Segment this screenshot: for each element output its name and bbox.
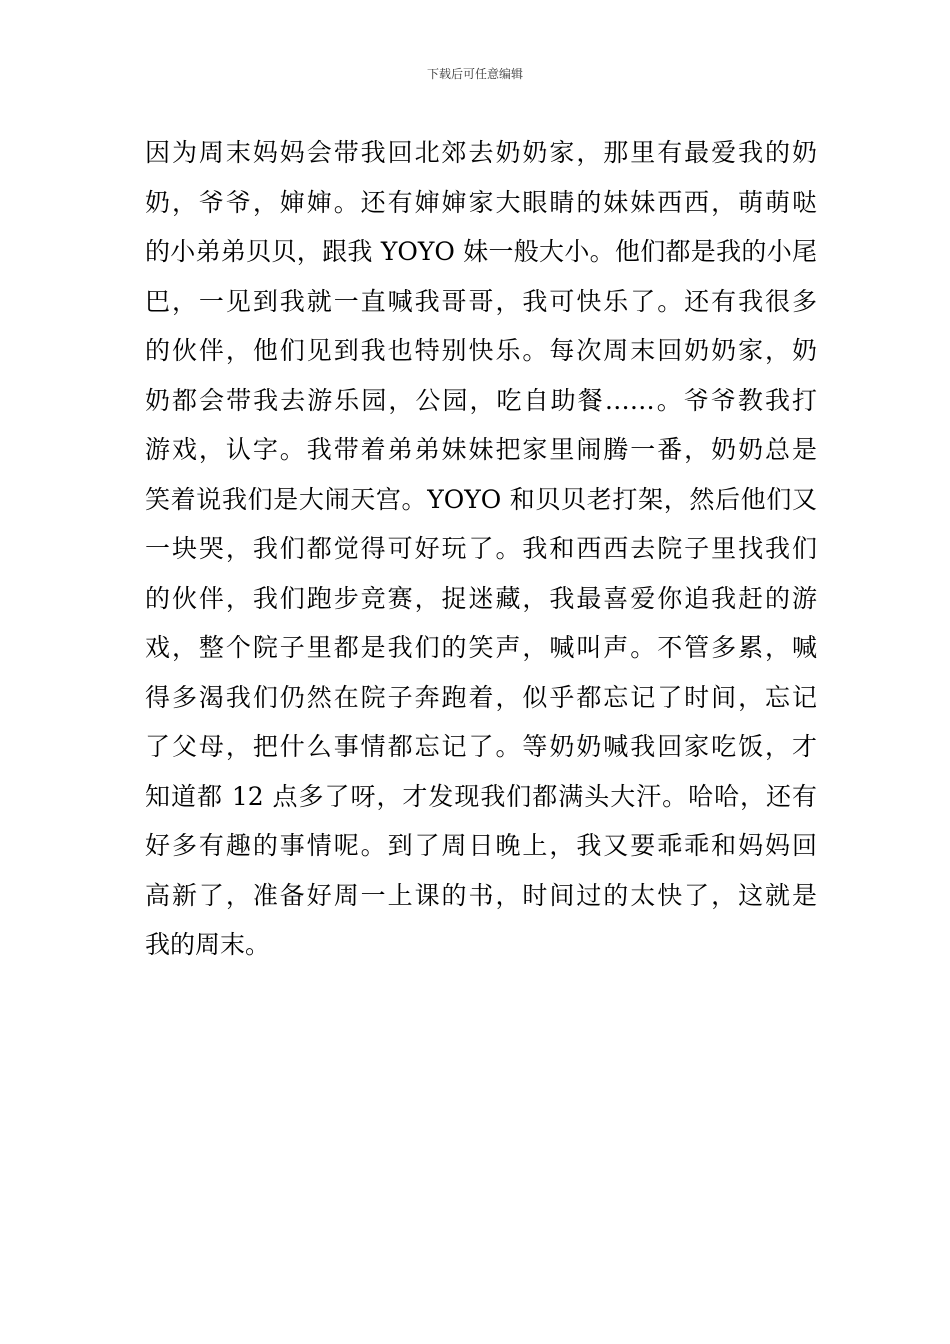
essay-line: 游戏，认字。我带着弟弟妹妹把家里闹腾一番，奶奶总是 (145, 435, 817, 464)
essay-line: 奶都会带我去游乐园，公园，吃自助餐……。爷爷教我打 (145, 385, 817, 415)
essay-line: 高新了，准备好周一上课的书，时间过的太快了，这就是 (145, 880, 817, 910)
essay-line: 知道都 12 点多了呀，才发现我们都满头大汗。哈哈，还有 (145, 781, 817, 811)
essay-line: 因为周末妈妈会带我回北郊去奶奶家，那里有最爱我的奶 (145, 138, 817, 167)
essay-line: 了父母，把什么事情都忘记了。等奶奶喊我回家吃饭，才 (145, 732, 817, 761)
essay-line: 巴，一见到我就一直喊我哥哥，我可快乐了。还有我很多 (145, 286, 817, 316)
essay-line: 好多有趣的事情呢。到了周日晚上，我又要乖乖和妈妈回 (145, 831, 817, 860)
essay-line-last: 我的周末。 (145, 930, 271, 959)
essay-line: 得多渴我们仍然在院子奔跑着，似乎都忘记了时间，忘记 (145, 682, 817, 712)
essay-line: 奶，爷爷，婶婶。还有婶婶家大眼睛的妹妹西西，萌萌哒 (145, 187, 817, 217)
essay-body (145, 128, 817, 970)
essay-line: 的伙伴，我们跑步竞赛，捉迷藏，我最喜爱你追我赶的游 (145, 583, 817, 613)
essay-line: 戏，整个院子里都是我们的笑声，喊叫声。不管多累，喊 (145, 633, 817, 662)
essay-line: 的伙伴，他们见到我也特别快乐。每次周末回奶奶家，奶 (145, 336, 817, 365)
essay-line: 一块哭，我们都觉得可好玩了。我和西西去院子里找我们 (145, 534, 817, 563)
essay-line: 笑着说我们是大闹天宫。YOYO 和贝贝老打架，然后他们又 (145, 484, 817, 514)
essay-line: 的小弟弟贝贝，跟我 YOYO 妹一般大小。他们都是我的小尾 (145, 237, 817, 266)
header-note: 下载后可任意编辑 (426, 67, 523, 81)
